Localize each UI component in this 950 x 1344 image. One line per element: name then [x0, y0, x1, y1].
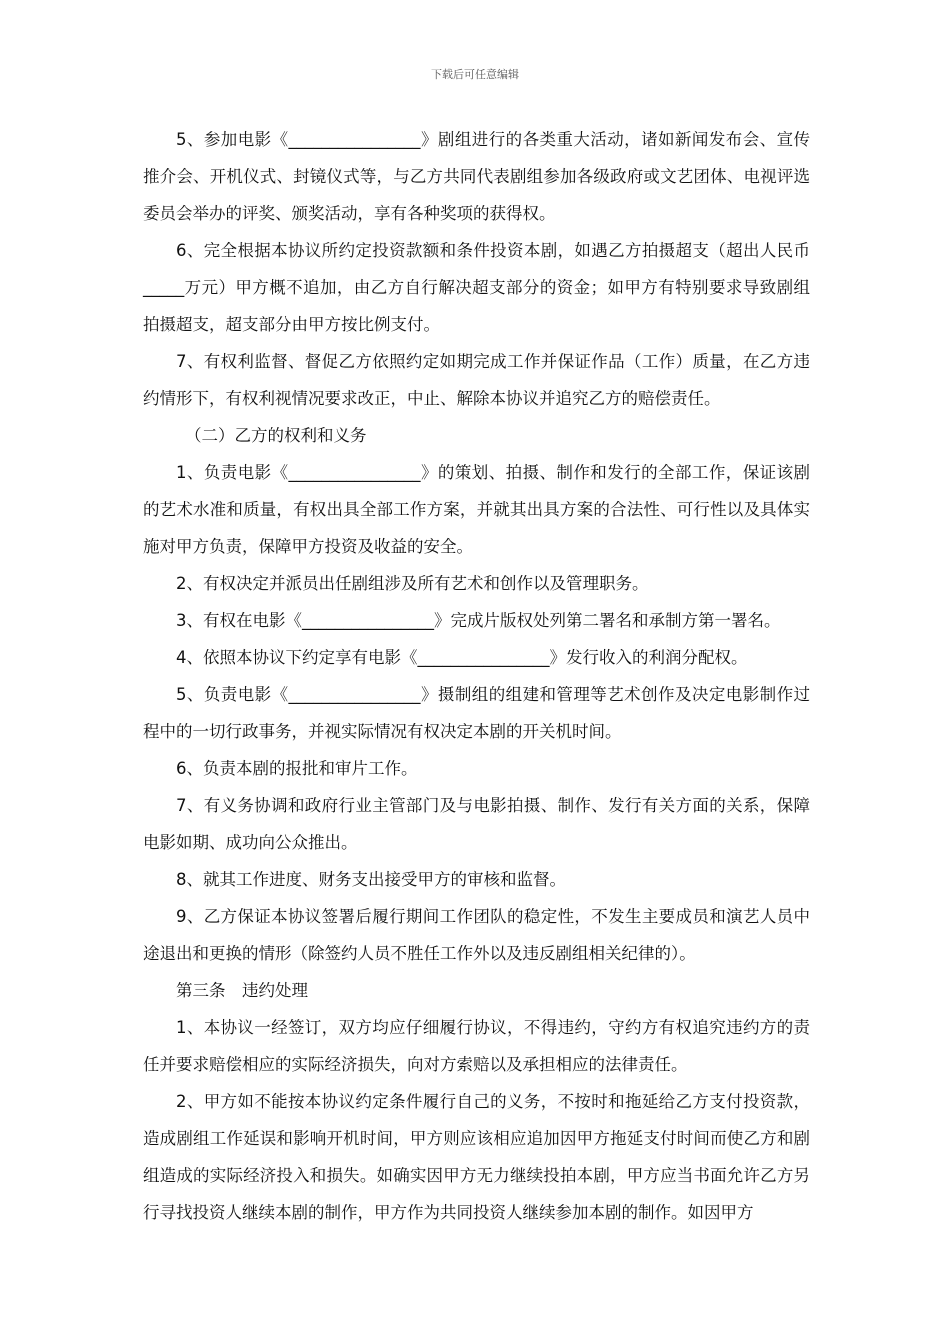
paragraph: 7、有义务协调和政府行业主管部门及与电影拍摄、制作、发行有关方面的关系，保障电影如期、成功向公众推出。	[143, 796, 810, 852]
paragraph: 7、有权利监督、督促乙方依照约定如期完成工作并保证作品（工作）质量，在乙方违约情形下，有权利视情况要求改正，中止、解除本协议并追究乙方的赔偿责任。	[143, 352, 810, 408]
paragraph: 8、就其工作进度、财务支出接受甲方的审核和监督。	[176, 870, 566, 889]
paragraph: 1、负责电影《________________》的策划、拍摄、制作和发行的全部工作，保证该剧的艺术水准和质量，有权出具全部工作方案，并就其出具方案的合法性、可行性以及具体实施对甲方负责，保障甲方投资及收益的安全。	[143, 463, 810, 556]
section-heading: （二）乙方的权利和义务	[185, 426, 367, 445]
paragraph: 5、参加电影《________________》剧组进行的各类重大活动，诸如新闻发布会、宣传推介会、开机仪式、封镜仪式等，与乙方共同代表剧组参加各级政府或文艺团体、电视评选委员会举办的评奖、颁奖活动，享有各种奖项的获得权。	[143, 130, 810, 223]
paragraph: 3、有权在电影《________________》完成片版权处列第二署名和承制方第一署名。	[176, 611, 781, 630]
paragraph: 1、本协议一经签订，双方均应仔细履行协议，不得违约，守约方有权追究违约方的责任并要求赔偿相应的实际经济损失，向对方索赔以及承担相应的法律责任。	[143, 1018, 810, 1074]
paragraph: 9、乙方保证本协议签署后履行期间工作团队的稳定性，不发生主要成员和演艺人员中途退出和更换的情形（除签约人员不胜任工作外以及违反剧组相关纪律的）。	[143, 907, 810, 963]
paragraph: 2、甲方如不能按本协议约定条件履行自己的义务，不按时和拖延给乙方支付投资款，造成剧组工作延误和影响开机时间，甲方则应该相应追加因甲方拖延支付时间而使乙方和剧组造成的实际经济投入和损失。如确实因甲方无力继续投拍本剧，甲方应当书面允许乙方另行寻找投资人继续本剧的制作，甲方作为共同投资人继续参加本剧的制作。如因甲方	[143, 1092, 810, 1222]
paragraph: 4、依照本协议下约定享有电影《________________》发行收入的利润分配权。	[176, 648, 748, 667]
paragraph: 6、负责本剧的报批和审片工作。	[176, 759, 418, 778]
article-heading: 第三条 违约处理	[176, 981, 308, 1000]
header-note: 下载后可任意编辑	[431, 68, 519, 81]
document-body	[143, 121, 810, 1231]
paragraph: 5、负责电影《________________》摄制组的组建和管理等艺术创作及决定电影制作过程中的一切行政事务，并视实际情况有权决定本剧的开关机时间。	[143, 685, 810, 741]
paragraph: 2、有权决定并派员出任剧组涉及所有艺术和创作以及管理职务。	[176, 574, 649, 593]
paragraph: 6、完全根据本协议所约定投资款额和条件投资本剧，如遇乙方拍摄超支（超出人民币_____万元）甲方概不追加，由乙方自行解决超支部分的资金；如甲方有特别要求导致剧组拍摄超支，超支部分由甲方按比例支付。	[143, 241, 810, 334]
